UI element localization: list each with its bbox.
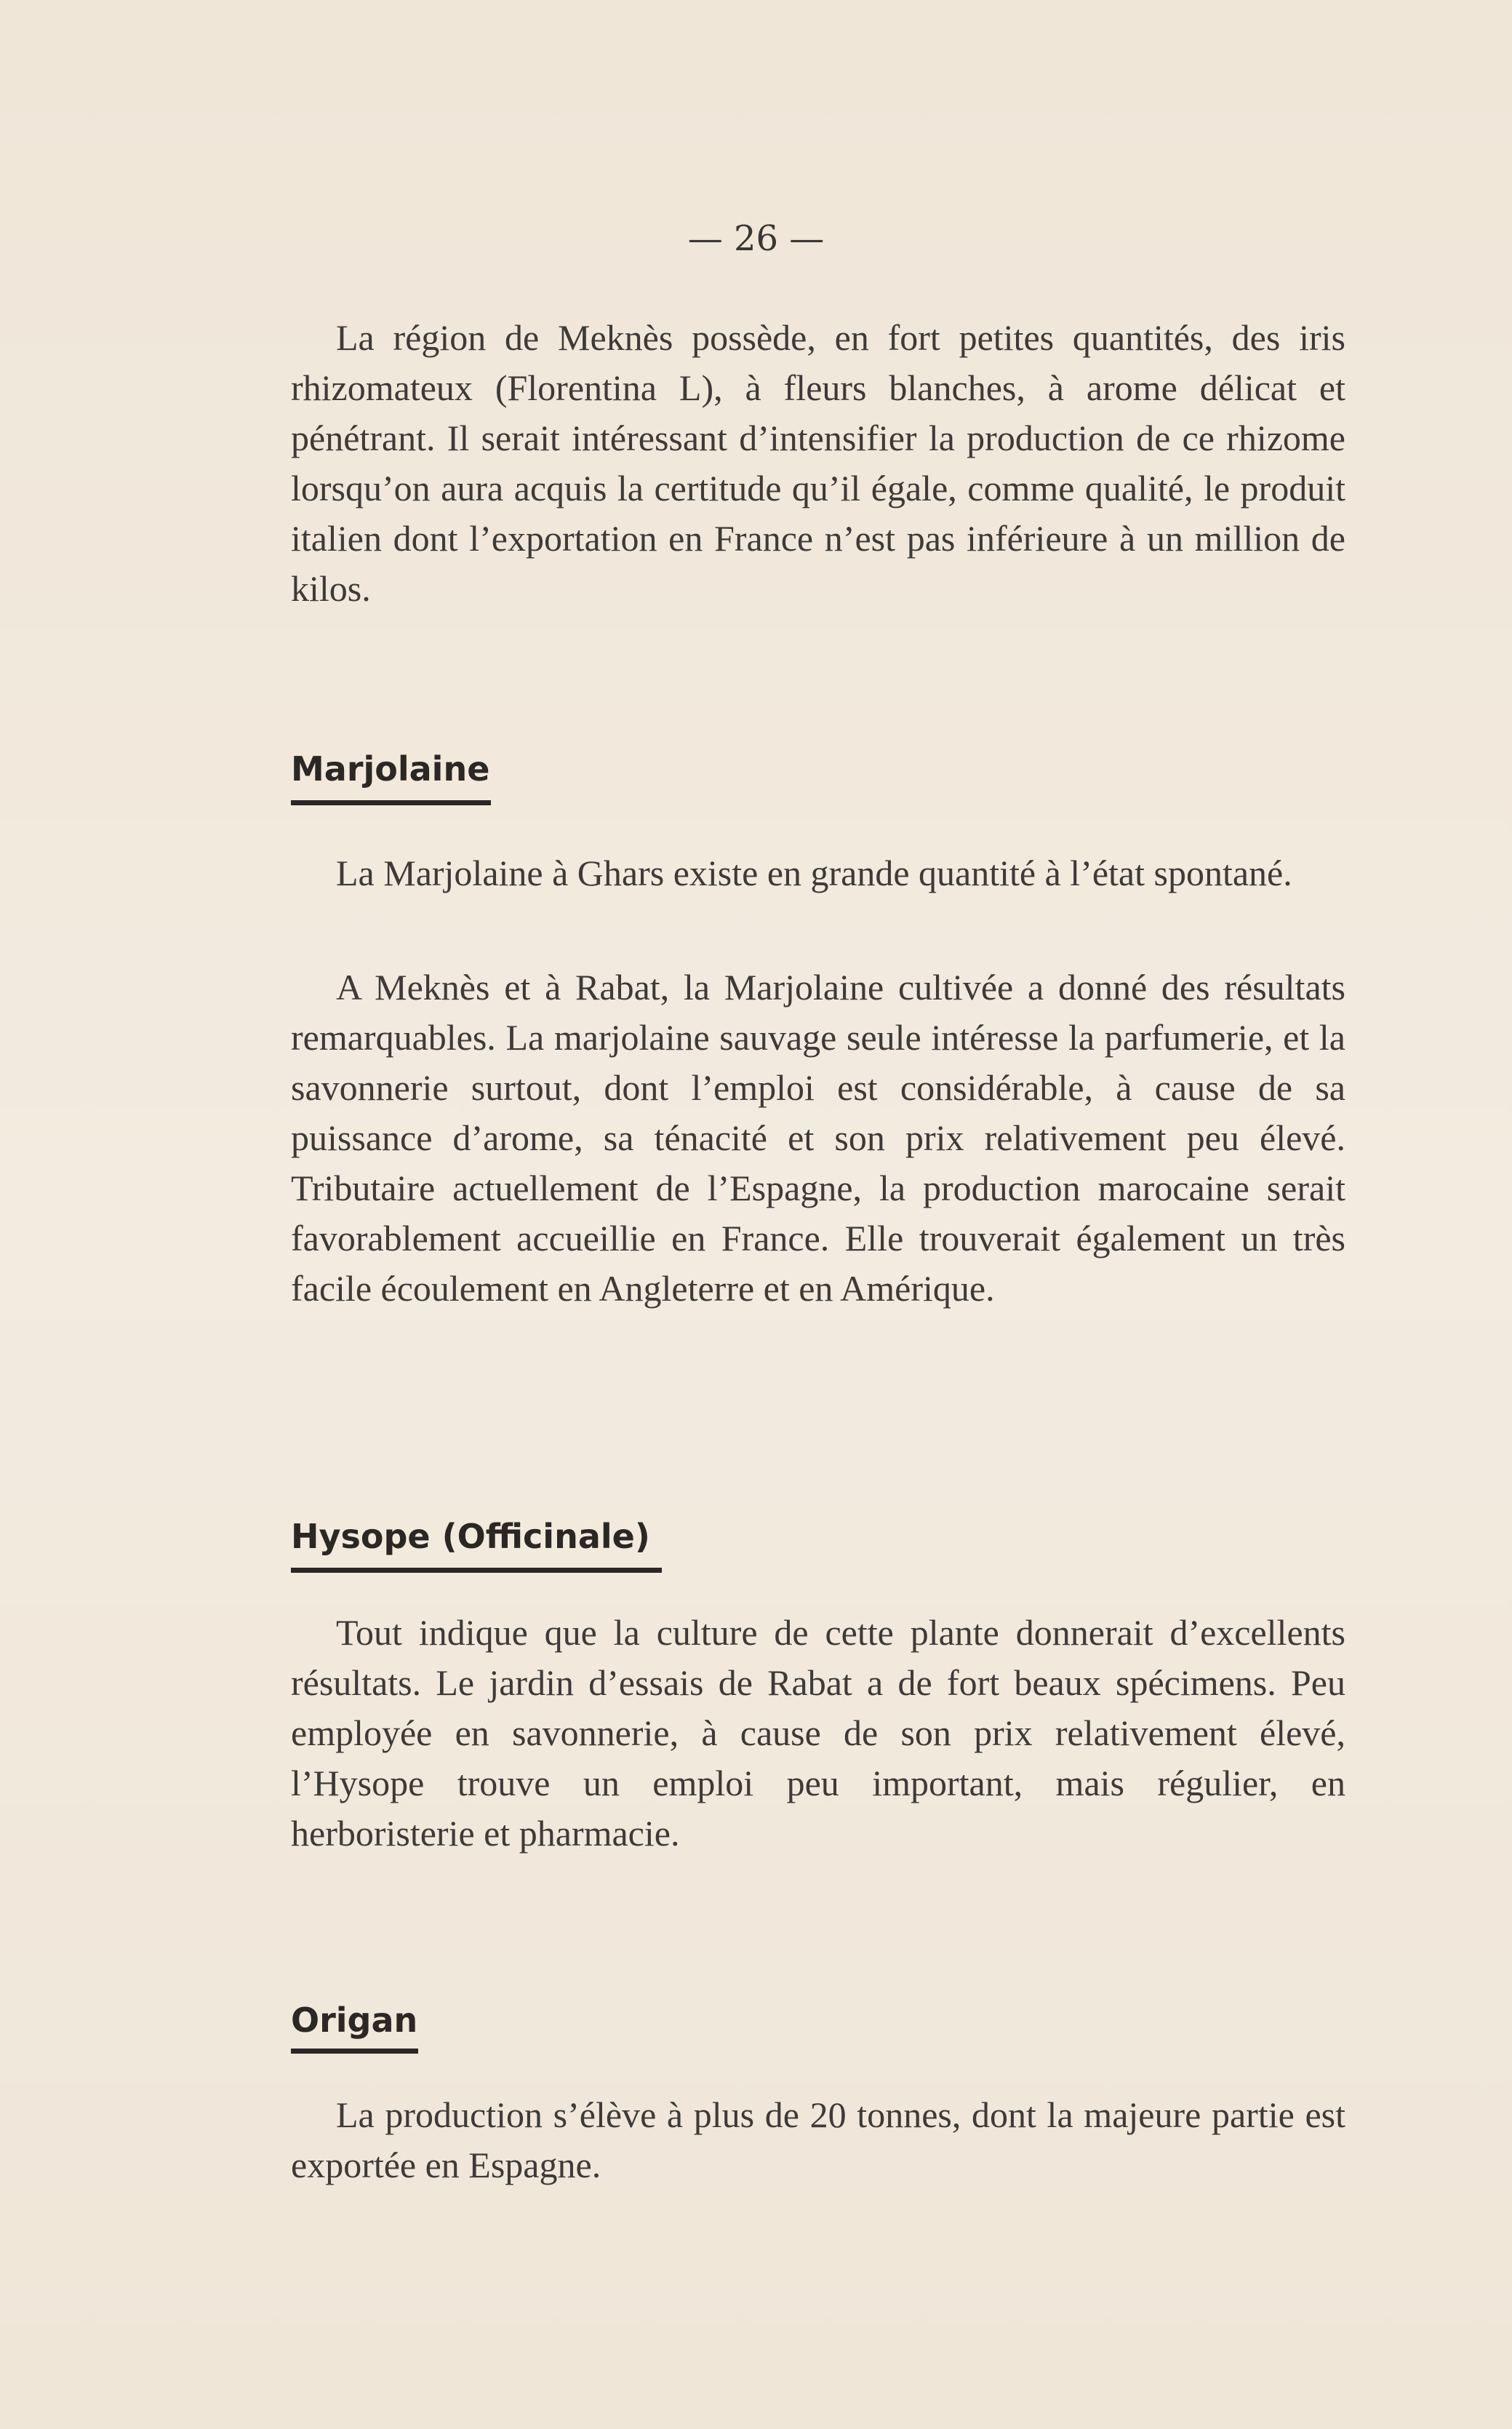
section-heading-hysope: Hysope (Officinale) <box>291 1517 650 1556</box>
section-heading-marjolaine: Marjolaine <box>291 749 490 789</box>
marjolaine-paragraph-2: A Meknès et à Rabat, la Marjolaine cultivée a donné des résultats remarquables. La marjolaine sauvage seule intéresse la parfumerie, et la savonnerie surtout, dont l’emploi est considérable, à cause de sa puissance d’arome, sa ténacité et son prix relativement peu élevé. Tributaire actuellement de l’Espagne, la production marocaine serait favorablement accueillie en France. Elle trouverait également un très facile écoulement en Angleterre et en Amérique. <box>291 967 1345 1309</box>
intro-paragraph: La région de Meknès possède, en fort petites quantités, des iris rhizomateux (Florentina L), à fleurs blanches, à arome délicat et pénétrant. Il serait intéressant d’intensifier la production de ce rhizome lorsqu’on aura acquis la certitude qu’il égale, comme qualité, le produit italien dont l’exportation en France n’est pas inférieure à un million de kilos. <box>291 317 1345 609</box>
heading-underline <box>291 1568 662 1573</box>
page-number: — 26 — <box>687 218 825 259</box>
origan-paragraph: La production s’élève à plus de 20 tonnes, dont la majeure partie est exportée en Espagne. <box>291 2094 1345 2185</box>
heading-underline <box>291 2049 418 2054</box>
marjolaine-paragraph-1: La Marjolaine à Ghars existe en grande quantité à l’état spontané. <box>336 853 1292 893</box>
hysope-paragraph: Tout indique que la culture de cette plante donnerait d’excellents résultats. Le jardin d’essais de Rabat a de fort beaux spécimens. Peu employée en savonnerie, à cause de son prix relativement élevé, l’Hysope trouve un emploi peu important, mais régulier, en herboristerie et pharmacie. <box>291 1612 1345 1854</box>
heading-underline <box>291 800 491 805</box>
section-heading-origan: Origan <box>291 2001 418 2040</box>
